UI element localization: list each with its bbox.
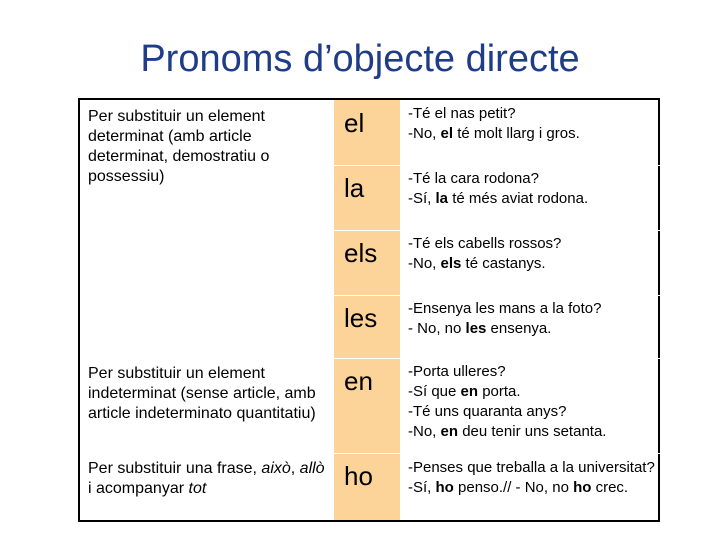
pronoun-el: el [344,108,365,138]
pronoun-les: les [344,303,378,333]
example-els [408,234,658,274]
example-line: -Té uns quaranta anys? [408,403,567,420]
example-line: -No, els té castanys. [408,255,546,272]
row-divider [334,165,660,166]
example-line: -Porta ulleres? [408,363,506,380]
example-line: -Sí que en porta. [408,383,521,400]
example-la [408,169,658,209]
pronoun-en: en [344,366,373,396]
pronoun-els: els [344,238,378,268]
usage-indeterminat: Per substituir un element indeterminat (sense article, amb article indeterminato quantitatiu) [88,365,316,422]
row-divider [334,295,660,296]
example-ho [408,458,658,498]
example-line: -Té els cabells rossos? [408,235,562,252]
example-line: -No, el té molt llarg i gros. [408,125,580,142]
example-line: -Sí, ho penso.// - No, no ho crec. [408,479,629,496]
pronoun-ho: ho [344,461,373,491]
usage-frase: Per substituir una frase, això, allò i acompanyar tot [88,460,325,497]
example-line: -Sí, la té més aviat rodona. [408,190,589,207]
example-line: -Ensenya les mans a la foto? [408,300,602,317]
row-divider [334,230,660,231]
example-line: - No, no les ensenya. [408,320,552,337]
pronoun-table [78,98,660,522]
example-en [408,362,658,442]
row-divider [80,453,660,454]
row-divider [80,358,660,359]
example-line: -Té el nas petit? [408,105,516,122]
example-el [408,104,658,144]
pronoun-la: la [344,173,365,203]
example-les [408,299,658,339]
example-line: -Té la cara rodona? [408,170,539,187]
usage-determinat: Per substituir un element determinat (amb article determinat, demostratiu o possessiu) [88,108,270,185]
example-line: -No, en deu tenir uns setanta. [408,423,607,440]
example-line: -Penses que treballa a la universitat? [408,459,655,476]
slide-title: Pronoms d’objecte directe [140,38,580,80]
